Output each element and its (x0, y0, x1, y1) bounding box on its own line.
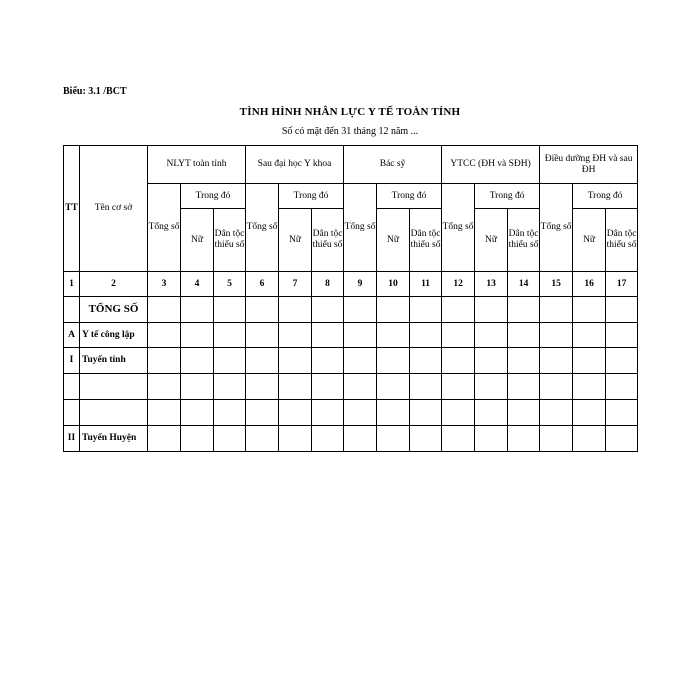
header-trong-do: Trong đó (377, 184, 442, 209)
table-cell[interactable] (279, 297, 312, 323)
row-tt (64, 400, 80, 426)
column-number: 4 (181, 272, 214, 297)
table-cell[interactable] (246, 297, 279, 323)
report-title: TÌNH HÌNH NHÂN LỰC Y TẾ TOÀN TỈNH (239, 106, 461, 118)
header-group-2: Sau đại học Y khoa (246, 146, 344, 184)
header-total: Tổng số (344, 184, 377, 272)
table-cell[interactable] (475, 400, 508, 426)
table-cell[interactable] (442, 297, 475, 323)
table-cell[interactable] (148, 400, 181, 426)
table-cell[interactable] (540, 374, 573, 400)
table-cell[interactable] (573, 323, 606, 348)
table-cell[interactable] (181, 348, 214, 374)
table-cell[interactable] (246, 323, 279, 348)
column-number: 2 (80, 272, 148, 297)
table-cell[interactable] (508, 400, 540, 426)
table-cell[interactable] (214, 323, 246, 348)
table-cell[interactable] (410, 400, 442, 426)
table-cell[interactable] (312, 323, 344, 348)
header-tt: TT (64, 146, 80, 272)
table-cell[interactable] (540, 400, 573, 426)
table-cell[interactable] (442, 374, 475, 400)
header-female: Nữ (475, 209, 508, 272)
column-number: 14 (508, 272, 540, 297)
column-number: 17 (606, 272, 638, 297)
table-cell[interactable] (214, 297, 246, 323)
table-cell[interactable] (279, 374, 312, 400)
table-cell[interactable] (410, 348, 442, 374)
column-number: 5 (214, 272, 246, 297)
row-name (80, 400, 148, 426)
table-row (64, 374, 638, 400)
column-number: 6 (246, 272, 279, 297)
table-row (64, 297, 638, 323)
table-cell[interactable] (573, 426, 606, 452)
header-group-5: Điều dưỡng ĐH và sau ĐH (540, 146, 638, 184)
table-cell[interactable] (344, 297, 377, 323)
header-trong-do: Trong đó (279, 184, 344, 209)
column-number: 12 (442, 272, 475, 297)
header-total: Tổng số (148, 184, 181, 272)
table-cell[interactable] (606, 323, 638, 348)
table-cell[interactable] (573, 297, 606, 323)
column-number: 10 (377, 272, 410, 297)
row-tt: A (64, 323, 80, 348)
row-tt: I (64, 348, 80, 374)
header-total: Tổng số (540, 184, 573, 272)
table-cell[interactable] (148, 426, 181, 452)
table-cell[interactable] (475, 323, 508, 348)
table-row (64, 400, 638, 426)
table-cell[interactable] (344, 400, 377, 426)
header-group-3: Bác sỹ (344, 146, 442, 184)
column-number: 7 (279, 272, 312, 297)
table-cell[interactable] (442, 400, 475, 426)
table-cell[interactable] (279, 400, 312, 426)
report-subtitle: Số có mặt đến 31 tháng 12 năm ... (281, 126, 419, 137)
table-row (64, 348, 638, 374)
table-cell[interactable] (573, 374, 606, 400)
table-cell[interactable] (508, 323, 540, 348)
header-ethnic: Dân tộc thiểu số (410, 209, 442, 272)
row-tt: II (64, 426, 80, 452)
header-ethnic: Dân tộc thiểu số (312, 209, 344, 272)
table-cell[interactable] (181, 297, 214, 323)
table-cell[interactable] (442, 323, 475, 348)
table-cell[interactable] (475, 348, 508, 374)
table-cell[interactable] (606, 374, 638, 400)
header-female: Nữ (279, 209, 312, 272)
row-name: TỔNG SỐ (80, 297, 148, 323)
table-cell[interactable] (606, 297, 638, 323)
table-cell[interactable] (573, 400, 606, 426)
table-cell[interactable] (148, 348, 181, 374)
table-cell[interactable] (181, 400, 214, 426)
table-cell[interactable] (377, 297, 410, 323)
table-cell[interactable] (246, 426, 279, 452)
table-cell[interactable] (540, 297, 573, 323)
column-number: 3 (148, 272, 181, 297)
table-cell[interactable] (377, 374, 410, 400)
staffing-table (63, 145, 638, 452)
table-cell[interactable] (214, 374, 246, 400)
header-row-groups (64, 146, 638, 184)
form-code: Biểu: 3.1 /BCT (63, 86, 127, 97)
table-cell[interactable] (410, 426, 442, 452)
table-cell[interactable] (279, 348, 312, 374)
table-cell[interactable] (540, 426, 573, 452)
column-number-row (64, 272, 638, 297)
header-female: Nữ (377, 209, 410, 272)
row-tt (64, 374, 80, 400)
table-cell[interactable] (475, 426, 508, 452)
table-cell[interactable] (475, 297, 508, 323)
row-name (80, 374, 148, 400)
table-cell[interactable] (344, 426, 377, 452)
table-cell[interactable] (312, 374, 344, 400)
table-cell[interactable] (246, 400, 279, 426)
table-cell[interactable] (508, 297, 540, 323)
table-cell[interactable] (214, 400, 246, 426)
table-cell[interactable] (606, 426, 638, 452)
table-cell[interactable] (214, 348, 246, 374)
table-cell[interactable] (214, 426, 246, 452)
table-cell[interactable] (312, 297, 344, 323)
row-tt (64, 297, 80, 323)
table-cell[interactable] (148, 323, 181, 348)
header-name: Tên cơ sở (80, 146, 148, 272)
header-ethnic: Dân tộc thiểu số (606, 209, 638, 272)
column-number: 8 (312, 272, 344, 297)
table-cell[interactable] (148, 374, 181, 400)
row-name: Y tế công lập (80, 323, 148, 348)
table-cell[interactable] (344, 323, 377, 348)
table-cell[interactable] (312, 348, 344, 374)
table-cell[interactable] (181, 323, 214, 348)
table-cell[interactable] (606, 348, 638, 374)
column-number: 16 (573, 272, 606, 297)
column-number: 1 (64, 272, 80, 297)
header-total: Tổng số (246, 184, 279, 272)
table-cell[interactable] (377, 400, 410, 426)
table-cell[interactable] (442, 348, 475, 374)
table-cell[interactable] (540, 323, 573, 348)
column-number: 11 (410, 272, 442, 297)
table-cell[interactable] (508, 374, 540, 400)
table-cell[interactable] (246, 374, 279, 400)
table-row (64, 323, 638, 348)
table-cell[interactable] (475, 374, 508, 400)
header-trong-do: Trong đó (475, 184, 540, 209)
header-ethnic: Dân tộc thiểu số (508, 209, 540, 272)
header-row-sub (64, 184, 638, 209)
table-cell[interactable] (377, 348, 410, 374)
table-cell[interactable] (442, 426, 475, 452)
table-cell[interactable] (312, 426, 344, 452)
column-number: 13 (475, 272, 508, 297)
row-name: Tuyến tỉnh (80, 348, 148, 374)
table-cell[interactable] (377, 426, 410, 452)
table-cell[interactable] (181, 374, 214, 400)
column-number: 9 (344, 272, 377, 297)
header-ethnic: Dân tộc thiểu số (214, 209, 246, 272)
table-cell[interactable] (540, 348, 573, 374)
table-cell[interactable] (573, 348, 606, 374)
table-cell[interactable] (410, 323, 442, 348)
header-trong-do: Trong đó (573, 184, 638, 209)
table-cell[interactable] (181, 426, 214, 452)
header-group-4: YTCC (ĐH và SĐH) (442, 146, 540, 184)
table-cell[interactable] (606, 400, 638, 426)
table-cell[interactable] (410, 297, 442, 323)
table-cell[interactable] (410, 374, 442, 400)
header-total: Tổng số (442, 184, 475, 272)
header-trong-do: Trong đó (181, 184, 246, 209)
header-female: Nữ (181, 209, 214, 272)
table-cell[interactable] (377, 323, 410, 348)
table-cell[interactable] (344, 374, 377, 400)
header-group-1: NLYT toàn tỉnh (148, 146, 246, 184)
table-cell[interactable] (344, 348, 377, 374)
table-cell[interactable] (279, 323, 312, 348)
table-cell[interactable] (148, 297, 181, 323)
table-cell[interactable] (312, 400, 344, 426)
table-row (64, 426, 638, 452)
table-cell[interactable] (508, 426, 540, 452)
header-female: Nữ (573, 209, 606, 272)
table-cell[interactable] (246, 348, 279, 374)
table-cell[interactable] (508, 348, 540, 374)
table-cell[interactable] (279, 426, 312, 452)
row-name: Tuyến Huyện (80, 426, 148, 452)
column-number: 15 (540, 272, 573, 297)
